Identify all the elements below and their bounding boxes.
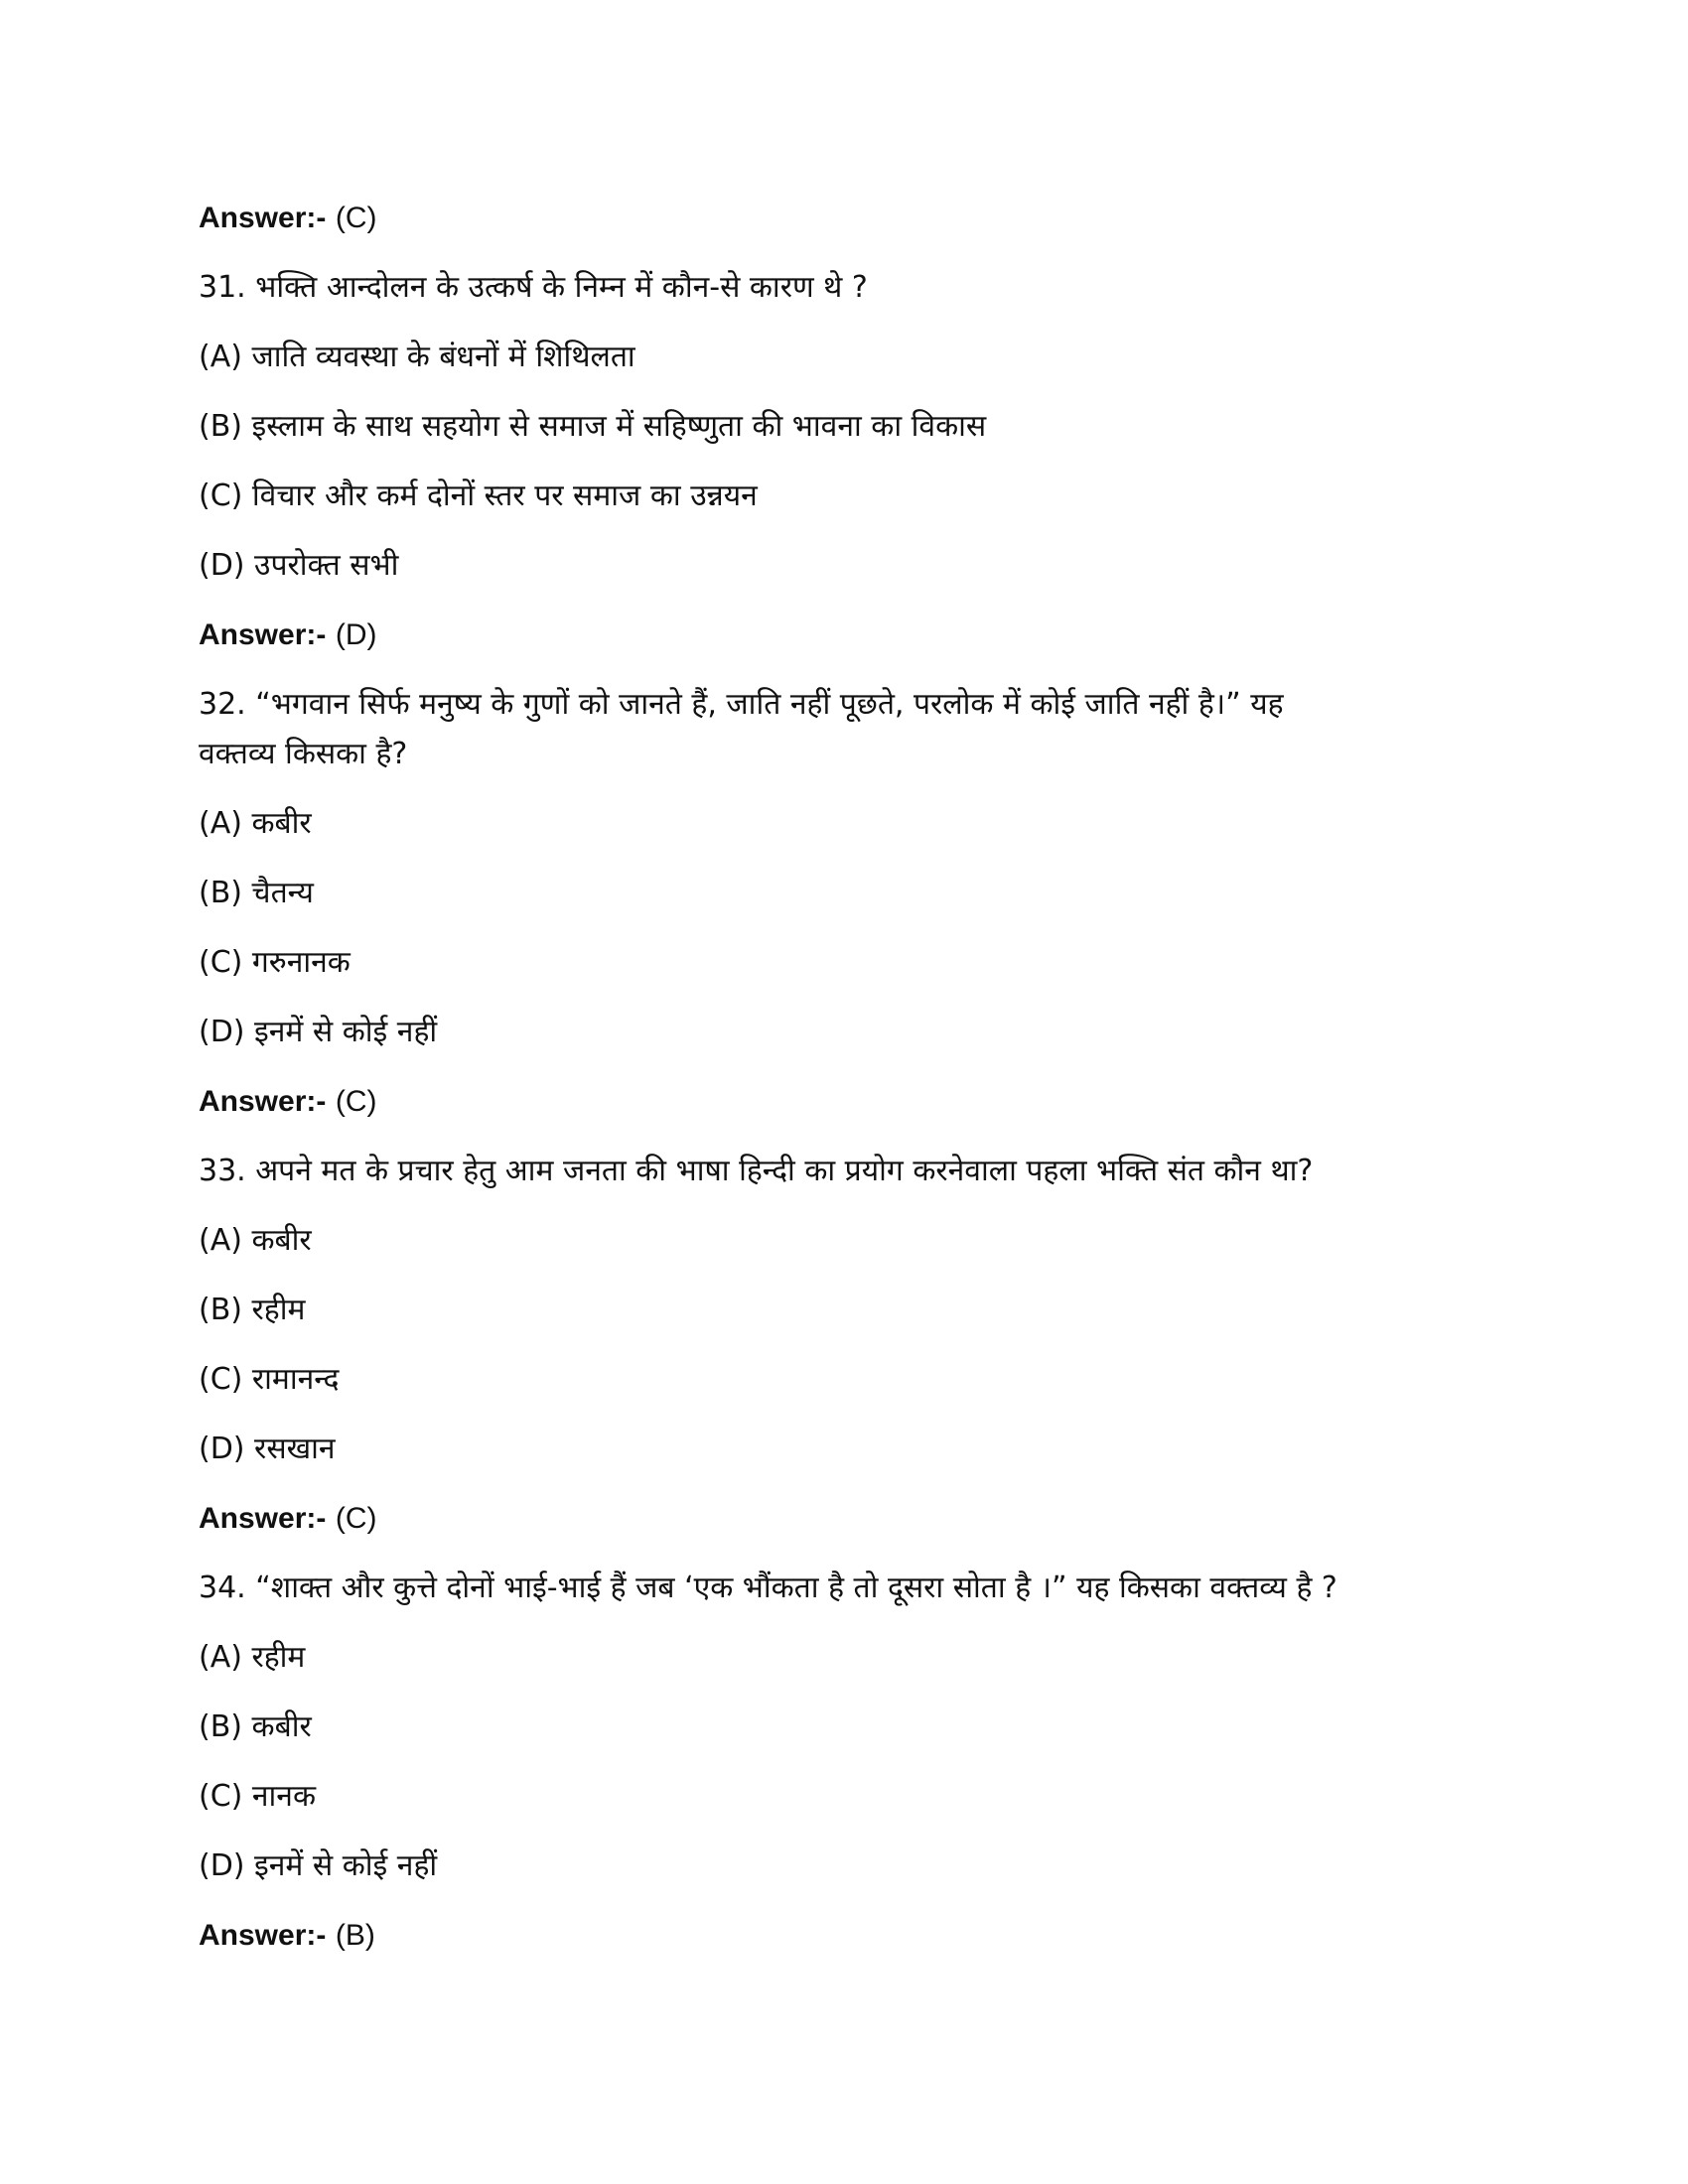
question-33-option-d: (D) रसखान [199, 1432, 336, 1466]
question-34-option-d: (D) इनमें से कोई नहीं [199, 1848, 438, 1883]
question-34-option-a: (A) रहीम [199, 1640, 306, 1675]
answer-label: Answer:- [199, 618, 327, 651]
answer-value: (D) [335, 618, 377, 651]
answer-label: Answer:- [199, 1502, 327, 1535]
answer-value: (C) [335, 1502, 377, 1535]
answer-label: Answer:- [199, 1919, 327, 1952]
question-31-option-c: (C) विचार और कर्म दोनों स्तर पर समाज का उन्नयन [199, 478, 758, 513]
question-34-text: 34. “शाक्त और कुत्ते दोनों भाई-भाई हैं जब ‘एक भौंकता है तो दूसरा सोता है ।” यह किसका वक्तव्य है ? [199, 1570, 1337, 1605]
question-31-option-b: (B) इस्लाम के साथ सहयोग से समाज में सहिष्णुता की भावना का विकास [199, 409, 987, 444]
answer-line-32 [199, 1078, 1489, 1126]
answer-line-31 [199, 612, 1489, 659]
question-33-option-a: (A) कबीर [199, 1223, 312, 1258]
answer-line-34 [199, 1912, 1489, 1960]
question-34-option-b: (B) कबीर [199, 1709, 312, 1744]
answer-line-prev [199, 195, 1489, 242]
question-31-option-a: (A) जाति व्यवस्था के बंधनों में शिथिलता [199, 340, 635, 374]
question-32-text-line2: वक्तव्य किसका है? [199, 737, 408, 771]
question-32-option-d: (D) इनमें से कोई नहीं [199, 1015, 438, 1049]
answer-value: (C) [335, 202, 377, 234]
answer-label: Answer:- [199, 202, 327, 234]
answer-value: (B) [335, 1919, 375, 1952]
answer-line-33 [199, 1495, 1489, 1543]
question-31-option-d: (D) उपरोक्त सभी [199, 548, 399, 583]
question-33-text: 33. अपने मत के प्रचार हेतु आम जनता की भाषा हिन्दी का प्रयोग करनेवाला पहला भक्ति संत कौन था? [199, 1154, 1314, 1188]
answer-label: Answer:- [199, 1085, 327, 1118]
question-32-option-b: (B) चैतन्य [199, 876, 314, 910]
question-33-option-c: (C) रामानन्द [199, 1362, 340, 1397]
answer-value: (C) [335, 1085, 377, 1118]
question-32-option-c: (C) गरुनानक [199, 945, 351, 980]
question-33-option-b: (B) रहीम [199, 1293, 306, 1327]
question-34-option-c: (C) नानक [199, 1779, 317, 1814]
question-32-option-a: (A) कबीर [199, 806, 312, 841]
question-32-text-line1: 32. “भगवान सिर्फ मनुष्य के गुणों को जानते हैं, जाति नहीं पूछते, परलोक में कोई जाति नहीं है।” यह [199, 687, 1284, 722]
question-31-text: 31. भक्ति आन्दोलन के उत्कर्ष के निम्न में कौन-से कारण थे ? [199, 270, 868, 305]
